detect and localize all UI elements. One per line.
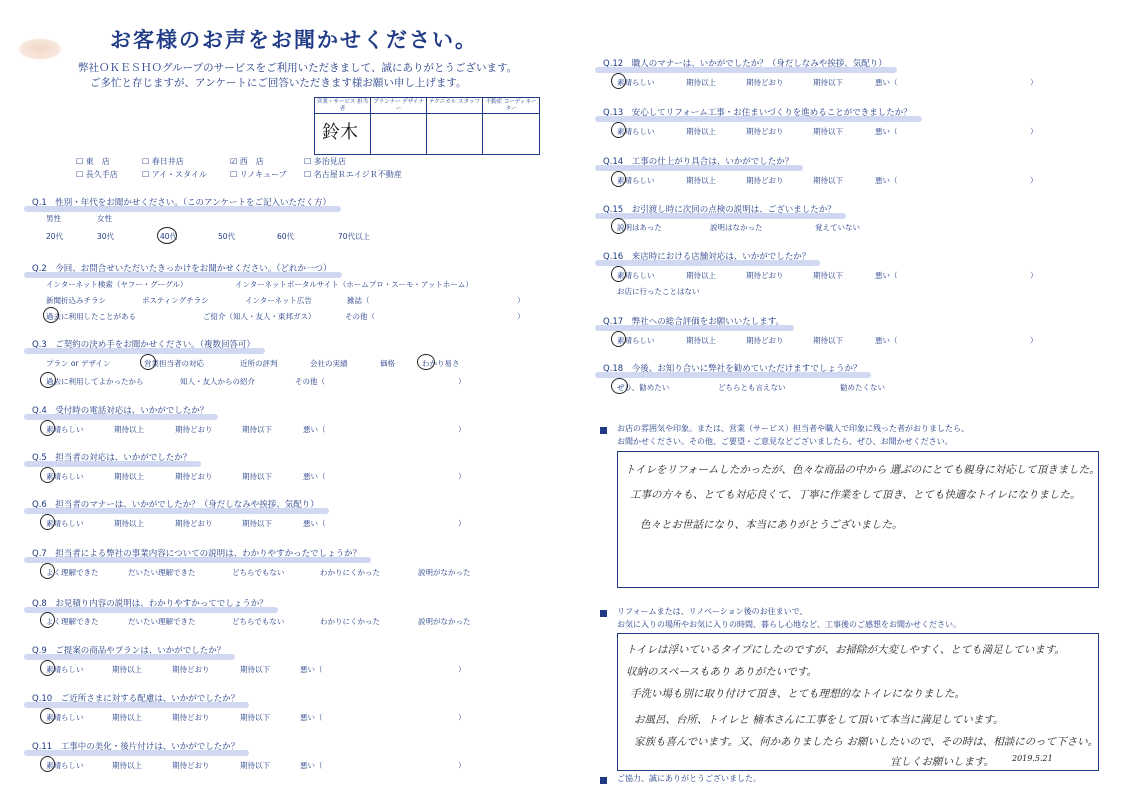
comments1-prompt-2: お聞かせください。その他、ご要望・ご意見などございましたら、ぜひ、お聞かせください。 — [617, 437, 953, 446]
answer-mark — [611, 266, 626, 282]
comments1-line-3: 色々とお世話になり、本当にありがとうございました。 — [640, 519, 903, 531]
question-9: Q.9 ご提案の商品やプランは、いかがでしたか？ — [32, 646, 226, 656]
question-12: Q.12 職人のマナーは、いかがでしたか？（身だしなみや挨拶、気配り） — [603, 59, 887, 69]
store-istyle[interactable]: ☐ アイ・スタイル — [142, 170, 207, 179]
q6-excellent[interactable]: 素晴らしい — [46, 519, 84, 528]
question-10: Q.10 ご近所さまに対する配慮は、いかがでしたか？ — [32, 694, 240, 704]
q1-age-20s[interactable]: 20代 — [46, 232, 64, 241]
q2-other[interactable]: その他（ — [345, 312, 375, 321]
q17-below[interactable]: 期待以下 — [813, 336, 843, 345]
q3-other-close: ） — [458, 377, 466, 386]
question-16: Q.16 来店時における店舗対応は、いかがでしたか？ — [603, 252, 811, 262]
q8-neutral[interactable]: どちらでもない — [232, 617, 285, 626]
q9-bad[interactable]: 悪い（ — [300, 665, 323, 674]
staff-cell-technical[interactable] — [427, 114, 483, 154]
q17-excellent[interactable]: 素晴らしい — [617, 336, 655, 345]
q8-unclear[interactable]: わかりにくかった — [320, 617, 380, 626]
q7-understood-well[interactable]: よく理解できた — [46, 568, 99, 577]
q10-bad[interactable]: 悪い（ — [300, 713, 323, 722]
store-label: 春日井店 — [151, 157, 184, 166]
q14-bad-close: ） — [1030, 176, 1038, 185]
q2-referral[interactable]: ご紹介（知人・友人・東邦ガス） — [203, 312, 316, 321]
comments2-date: 2019.5.21 — [1012, 754, 1053, 763]
q18-not-recommend[interactable]: 勧めたくない — [840, 383, 885, 392]
q17-bad[interactable]: 悪い（ — [875, 336, 898, 345]
store-east[interactable]: ☐ 東 店 — [76, 157, 110, 166]
q14-above[interactable]: 期待以上 — [686, 176, 716, 185]
q2-posting-flyer[interactable]: ポスティングチラシ — [142, 296, 209, 305]
q10-excellent[interactable]: 素晴らしい — [46, 713, 84, 722]
footer-thanks: ご協力、誠にありがとうございました。 — [617, 774, 761, 783]
q5-below[interactable]: 期待以下 — [242, 472, 272, 481]
comments1-prompt-1: お店の雰囲気や印象。または、営業（サービス）担当者や職人で印象に残った者がおりましたら、 — [617, 424, 969, 433]
store-renocube[interactable]: ☐ リノキューブ — [230, 170, 287, 179]
q18-recommend[interactable]: ぜひ、勧めたい — [617, 383, 670, 392]
comments2-line-5: 家族も喜んでいます。又、何かありましたら お願いしたいので、その時は、相談にのって下さい。 — [634, 736, 1099, 748]
question-4: Q.4 受付時の電話対応は、いかがでしたか？ — [32, 406, 209, 416]
question-6: Q.6 担当者のマナーは、いかがでしたか？（身だしなみや挨拶、気配り） — [32, 500, 319, 510]
q17-as-expected[interactable]: 期待どおり — [746, 336, 784, 345]
q16-as-expected[interactable]: 期待どおり — [746, 271, 784, 280]
q8-no-explanation[interactable]: 説明がなかった — [418, 617, 471, 626]
comments1-line-2: 工事の方々も、とても対応良くて、丁寧に作業をして頂き、とても快適なトイレになりました。 — [630, 489, 1081, 501]
q11-above[interactable]: 期待以上 — [112, 761, 142, 770]
q13-bad[interactable]: 悪い（ — [875, 127, 898, 136]
q7-unclear[interactable]: わかりにくかった — [320, 568, 380, 577]
q12-bad[interactable]: 悪い（ — [875, 78, 898, 87]
q3-used-before[interactable]: 過去に利用してよかったから — [46, 377, 144, 386]
q2-newspaper-flyer[interactable]: 新聞折込みチラシ — [46, 296, 106, 305]
q1-age-30s[interactable]: 30代 — [97, 232, 115, 241]
q1-gender-male[interactable]: 男性 — [46, 214, 61, 223]
q6-below[interactable]: 期待以下 — [242, 519, 272, 528]
q15-dont-remember[interactable]: 覚えていない — [815, 223, 860, 232]
answer-mark — [40, 563, 55, 579]
q4-excellent[interactable]: 素晴らしい — [46, 425, 84, 434]
question-8: Q.8 お見積り内容の説明は、わかりやすかってでしょうか？ — [32, 599, 268, 609]
q3-price[interactable]: 価格 — [380, 359, 395, 368]
q9-bad-close: ） — [458, 665, 466, 674]
question-3: Q.3 ご契約の決め手をお聞かせください。（複数回答可） — [32, 340, 256, 350]
q6-as-expected[interactable]: 期待どおり — [175, 519, 213, 528]
q16-bad-close: ） — [1030, 271, 1038, 280]
store-label: 名古屋ＲエイジＲ不動産 — [313, 170, 402, 179]
q7-no-explanation[interactable]: 説明がなかった — [418, 568, 471, 577]
section-bullet — [600, 427, 607, 434]
comments2-line-3: 手洗い場も別に取り付けて頂き、とても理想的なトイレになりました。 — [630, 688, 966, 700]
q11-bad-close: ） — [458, 761, 466, 770]
staff-header-planner: プランナー デザイナー — [371, 98, 427, 114]
q2-magazine[interactable]: 雑誌（ — [347, 296, 370, 305]
staff-header-technical: テクニカル スタッフ — [427, 98, 483, 114]
question-11: Q.11 工事中の美化・後片付けは、いかがでしたか？ — [32, 742, 240, 752]
question-14: Q.14 工事の仕上がり具合は、いかがでしたか？ — [603, 157, 794, 167]
store-tajimi[interactable]: ☐ 多治見店 — [304, 157, 346, 166]
q7-neutral[interactable]: どちらでもない — [232, 568, 285, 577]
q12-excellent[interactable]: 素晴らしい — [617, 78, 655, 87]
question-2: Q.2 今回、お問合せいただいたきっかけをお聞かせください。（どれか一つ） — [32, 264, 332, 274]
q8-mostly[interactable]: だいたい理解できた — [128, 617, 196, 626]
question-5: Q.5 担当者の対応は、いかがでしたか？ — [32, 453, 192, 463]
q14-bad[interactable]: 悪い（ — [875, 176, 898, 185]
q5-bad[interactable]: 悪い（ — [303, 472, 326, 481]
q6-bad-close: ） — [458, 519, 466, 528]
q5-above[interactable]: 期待以上 — [114, 472, 144, 481]
q10-above[interactable]: 期待以上 — [112, 713, 142, 722]
q4-as-expected[interactable]: 期待どおり — [175, 425, 213, 434]
store-label: 西 店 — [239, 157, 264, 166]
q17-bad-close: ） — [1030, 336, 1038, 345]
q12-below[interactable]: 期待以下 — [813, 78, 843, 87]
answer-mark — [611, 73, 626, 89]
answer-mark — [40, 420, 55, 436]
q14-as-expected[interactable]: 期待どおり — [746, 176, 784, 185]
q5-excellent[interactable]: 素晴らしい — [46, 472, 84, 481]
q13-excellent[interactable]: 素晴らしい — [617, 127, 655, 136]
company-logo — [18, 38, 62, 60]
q4-below[interactable]: 期待以下 — [242, 425, 272, 434]
answer-mark — [611, 218, 626, 234]
comments2-line-2: 収納のスペースもあり ありがたいです。 — [626, 666, 817, 678]
answer-mark — [157, 227, 177, 244]
store-label: 東 店 — [85, 157, 110, 166]
q11-as-expected[interactable]: 期待どおり — [172, 761, 210, 770]
q8-understood-well[interactable]: よく理解できた — [46, 617, 99, 626]
answer-mark — [611, 171, 626, 187]
q13-bad-close: ） — [1030, 127, 1038, 136]
q16-bad[interactable]: 悪い（ — [875, 271, 898, 280]
q2-other-close: ） — [517, 312, 525, 321]
answer-mark — [40, 372, 56, 388]
q16-above[interactable]: 期待以上 — [686, 271, 716, 280]
intro-line-1: 弊社ＯＫＥＳＨＯグループのサービスをご利用いただきまして、誠にありがとうございます。 — [78, 62, 518, 74]
section-bullet — [600, 610, 607, 617]
store-label: アイ・スタイル — [151, 170, 207, 179]
answer-mark — [40, 756, 55, 772]
answer-mark — [40, 612, 55, 628]
q17-above[interactable]: 期待以上 — [686, 336, 716, 345]
question-13: Q.13 安心してリフォーム工事・お住まいづくりを進めることができましたか？ — [603, 108, 912, 118]
sales-name: 鈴木 — [322, 122, 358, 143]
store-label: リノキューブ — [239, 170, 287, 179]
q7-mostly[interactable]: だいたい理解できた — [128, 568, 196, 577]
answer-mark — [40, 708, 55, 724]
question-18: Q.18 今後、お知り合いに弊社を勧めていただけますでしょうか？ — [603, 364, 862, 374]
q6-above[interactable]: 期待以上 — [114, 519, 144, 528]
answer-mark — [611, 378, 628, 394]
q14-excellent[interactable]: 素晴らしい — [617, 176, 655, 185]
answer-mark — [140, 354, 156, 370]
answer-mark — [43, 307, 59, 323]
q13-above[interactable]: 期待以上 — [686, 127, 716, 136]
q3-track-record[interactable]: 会社の実績 — [310, 359, 348, 368]
answer-mark — [40, 660, 55, 676]
q1-age-70plus[interactable]: 70代以上 — [338, 232, 371, 241]
answer-mark — [611, 331, 626, 347]
q13-as-expected[interactable]: 期待どおり — [746, 127, 784, 136]
question-17: Q.17 弊社への総合評価をお願いいたします。 — [603, 317, 785, 327]
q14-below[interactable]: 期待以下 — [813, 176, 843, 185]
store-realestate[interactable]: ☐ 名古屋ＲエイジＲ不動産 — [304, 170, 402, 179]
staff-header-realestate: 不動産 コーディネーター — [483, 98, 539, 114]
question-15: Q.15 お引渡し時に次回の点検の説明は、ございましたか？ — [603, 205, 836, 215]
q4-above[interactable]: 期待以上 — [114, 425, 144, 434]
store-label: 多治見店 — [313, 157, 346, 166]
store-label: 長久手店 — [85, 170, 118, 179]
q11-below[interactable]: 期待以下 — [240, 761, 270, 770]
staff-cell-planner[interactable] — [371, 114, 427, 154]
q13-below[interactable]: 期待以下 — [813, 127, 843, 136]
staff-cell-realestate[interactable] — [483, 114, 539, 154]
answer-mark — [40, 467, 55, 483]
q3-referral[interactable]: 知人・友人からの紹介 — [180, 377, 255, 386]
comments2-prompt-1: リフォームまたは、リノベーション後のお住まいで、 — [617, 607, 808, 616]
q12-above[interactable]: 期待以上 — [686, 78, 716, 87]
q1-age-50s[interactable]: 50代 — [218, 232, 236, 241]
comments2-prompt-2: お気に入りの場所やお気に入りの時間、暮らし心地など、工事後のご感想をお聞かせください。 — [617, 620, 961, 629]
q10-bad-close: ） — [458, 713, 466, 722]
q2-magazine-close: ） — [517, 296, 525, 305]
q5-bad-close: ） — [458, 472, 466, 481]
question-1: Q.1 性別・年代をお聞かせください。（このアンケートをご記入いただく方） — [32, 198, 332, 208]
answer-mark — [611, 122, 626, 138]
intro-line-2: ご多忙と存じますが、アンケートにご回答いただきます様お願い申し上げます。 — [90, 77, 467, 89]
q11-excellent[interactable]: 素晴らしい — [46, 761, 84, 770]
staff-header-sales: 営業・サービス 担当者 — [315, 98, 371, 114]
q10-below[interactable]: 期待以下 — [240, 713, 270, 722]
q2-used-before[interactable]: 過去に利用したことがある — [46, 312, 136, 321]
q16-below[interactable]: 期待以下 — [813, 271, 843, 280]
q9-as-expected[interactable]: 期待どおり — [172, 665, 210, 674]
q3-plan-design[interactable]: プラン or デザイン — [46, 359, 111, 368]
comments2-line-1: トイレは浮いているタイプにしたのですが、お掃除が大変しやすく、とても満足しています。 — [626, 644, 1065, 656]
store-west[interactable]: ☑ 西 店 — [230, 157, 264, 166]
q5-as-expected[interactable]: 期待どおり — [175, 472, 213, 481]
q15-explained[interactable]: 説明はあった — [617, 223, 662, 232]
q1-age-60s[interactable]: 60代 — [277, 232, 295, 241]
q15-not-explained[interactable]: 説明はなかった — [710, 223, 763, 232]
q2-internet-search[interactable]: インターネット検索（ヤフー・グーグル） — [46, 280, 188, 289]
q2-portal-site[interactable]: インターネットポータルサイト（ホームプロ・スーモ・アットホーム） — [235, 280, 473, 289]
q1-age-40s[interactable]: 40代 — [160, 232, 178, 241]
q10-as-expected[interactable]: 期待どおり — [172, 713, 210, 722]
q4-bad[interactable]: 悪い（ — [303, 425, 326, 434]
store-kasugai[interactable]: ☐ 春日井店 — [142, 157, 184, 166]
answer-mark — [417, 354, 435, 370]
question-7: Q.7 担当者による弊社の事業内容についての説明は、わかりやすかったでしょうか？ — [32, 549, 362, 559]
q9-excellent[interactable]: 素晴らしい — [46, 665, 84, 674]
store-nagakute[interactable]: ☐ 長久手店 — [76, 170, 118, 179]
q12-bad-close: ） — [1030, 78, 1038, 87]
q9-below[interactable]: 期待以下 — [240, 665, 270, 674]
comments2-line-4: お風呂、台所、トイレと 楠本さんに工事をして頂いて本当に満足しています。 — [634, 714, 1004, 726]
section-bullet — [600, 777, 607, 784]
comments2-line-6: 宜しくお願いします。 — [890, 756, 995, 768]
q3-clarity[interactable]: わかり易さ — [422, 359, 460, 368]
comments1-line-1: トイレをリフォームしたかったが、色々な商品の中から 選ぶのにとても親身に対応して頂きました。 — [625, 464, 1100, 476]
q2-internet-ad[interactable]: インターネット広告 — [245, 296, 312, 305]
q3-other[interactable]: その他（ — [295, 377, 325, 386]
q4-bad-close: ） — [458, 425, 466, 434]
q12-as-expected[interactable]: 期待どおり — [746, 78, 784, 87]
q6-bad[interactable]: 悪い（ — [303, 519, 326, 528]
q9-above[interactable]: 期待以上 — [112, 665, 142, 674]
survey-title: お客様のお声をお聞かせください。 — [110, 28, 478, 52]
q3-sales-response[interactable]: 営業担当者の対応 — [144, 359, 204, 368]
q3-reputation[interactable]: 近所の評判 — [240, 359, 278, 368]
q16-never-visited[interactable]: お店に行ったことはない — [617, 287, 700, 296]
q16-excellent[interactable]: 素晴らしい — [617, 271, 655, 280]
q11-bad[interactable]: 悪い（ — [300, 761, 323, 770]
answer-mark — [40, 514, 55, 530]
q18-neutral[interactable]: どちらとも言えない — [718, 383, 786, 392]
q1-gender-female[interactable]: 女性 — [97, 214, 112, 223]
